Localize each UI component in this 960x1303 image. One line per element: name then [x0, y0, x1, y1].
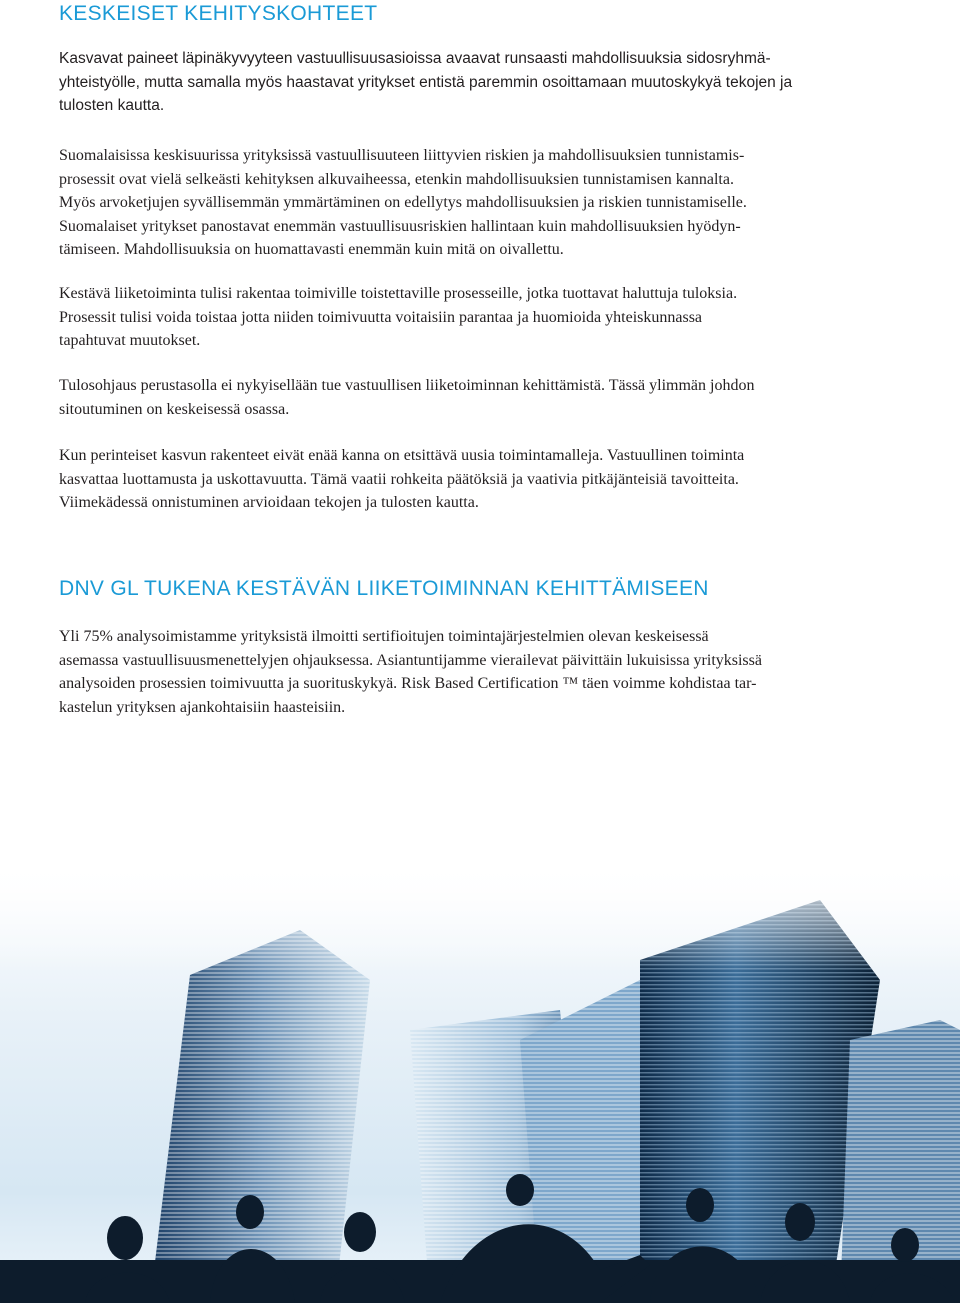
- skyscrapers-photo: [0, 860, 960, 1303]
- section-heading-dnv-gl: DNV GL TUKENA KESTÄVÄN LIIKETOIMINNAN KEHITTÄMISEEN: [59, 577, 709, 600]
- section-heading-key-development: KESKEISET KEHITYSKOHTEET: [59, 2, 378, 25]
- paragraph-4: Tulosohjaus perustasolla ei nykyisellään tue vastuullisen liiketoiminnan kehittämistä. Tässä ylimmän johdon sitoutuminen on keskeisessä osassa.: [59, 377, 755, 418]
- paragraph-2: Suomalaisissa keskisuurissa yrityksissä vastuullisuuteen liittyvien riskien ja mahdollisuuksien tunnistamis- prosessit ovat vielä selkeästi kehityksen alkuvaiheessa, etenkin mahdollisuuksien tunnistamisen kannalta. Myös arvoketjujen syvällisemmän ymmärtäminen on edellytys mahdollisuuksien ja riskien tunnistamiselle. Suomalaiset yritykset panostavat enemmän vastuullisuusriskien hallintaan kuin mahdollisuuksien hyödyn- tämiseen. Mahdollisuuksia on huomattavasti enemmän kuin mitä on oivallettu.: [59, 147, 747, 258]
- paragraph-1: Kasvavat paineet läpinäkyvyyteen vastuullisuusasioissa avaavat runsaasti mahdollisuuksia sidosryhmä- yhteistyölle, mutta samalla myös haastavat yritykset entistä paremmin osoittamaan muutoskykyä tekojen ja tulosten kautta.: [59, 50, 793, 114]
- paragraph-6: Yli 75% analysoimistamme yrityksistä ilmoitti sertifioitujen toimintajärjestelmien olevan keskeisessä asemassa vastuullisuusmenettelyjen ohjauksessa. Asiantuntijamme vierailevat päivittäin lukuisissa yrityksissä analysoiden prosessien toimivuutta ja suorituskykyä. Risk Based Certification ™ täen voimme kohdistaa tar- kastelun yrityksen ajankohtaisiin haasteisiin.: [59, 628, 762, 716]
- paragraph-5: Kun perinteiset kasvun rakenteet eivät enää kanna on etsittävä uusia toimintamalleja. Vastuullinen toiminta kasvattaa luottamusta ja uskottavuutta. Tämä vaatii rohkeita päätöksiä ja vaativia pitkäjänteisiä tavoitteita. Viimekädessä onnistuminen arvioidaan tekojen ja tulosten kautta.: [59, 447, 745, 511]
- paragraph-3: Kestävä liiketoiminta tulisi rakentaa toimiville toistettaville prosesseille, jotka tuottavat haluttuja tuloksia. Prosessit tulisi voida toistaa jotta niiden toimivuutta voitaisiin parantaa ja huomioida yhteiskunnassa tapahtuvat muutokset.: [59, 285, 738, 349]
